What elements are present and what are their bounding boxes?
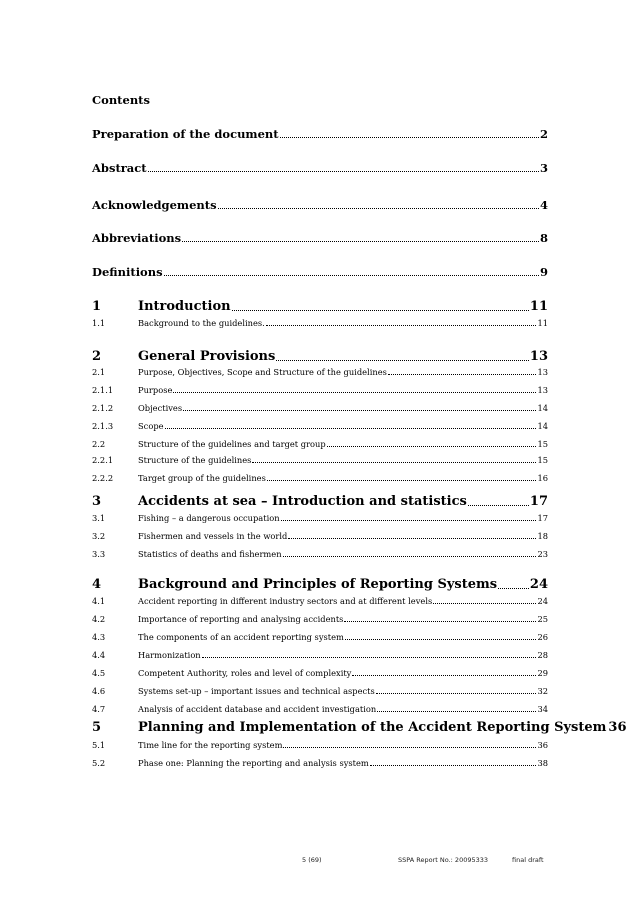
- toc-title: Abstract: [92, 161, 147, 175]
- toc-subsection[interactable]: [92, 513, 548, 523]
- toc-entry-front[interactable]: [92, 127, 548, 141]
- toc-number: 2.2.1: [92, 455, 114, 465]
- toc-page-number: 24: [537, 596, 548, 606]
- dot-leader: [232, 310, 529, 311]
- dot-leader: [183, 410, 536, 411]
- toc-number: 4: [92, 577, 102, 592]
- toc-number: 4.5: [92, 668, 106, 678]
- toc-number: 2.2: [92, 439, 106, 449]
- toc-number: 5: [92, 720, 102, 735]
- dot-leader: [283, 556, 537, 557]
- toc-title: Planning and Implementation of the Accident Reporting System: [138, 720, 607, 735]
- toc-number: 3.2: [92, 531, 106, 541]
- toc-page-number: 13: [537, 367, 548, 377]
- toc-number: 5.1: [92, 740, 106, 750]
- contents-heading: Contents: [92, 93, 150, 107]
- dot-leader: [252, 462, 536, 463]
- toc-title: Statistics of deaths and fishermen: [138, 549, 282, 559]
- toc-subsection[interactable]: [92, 758, 548, 768]
- toc-page-number: 25: [537, 614, 548, 624]
- toc-page-number: 16: [537, 473, 548, 483]
- dot-leader: [266, 325, 537, 326]
- toc-page-number: 3: [539, 161, 548, 175]
- toc-number: 3: [92, 494, 102, 509]
- toc-subsection[interactable]: [92, 318, 548, 328]
- dot-leader: [468, 505, 529, 506]
- footer-status: final draft: [512, 856, 544, 864]
- toc-section-1[interactable]: [92, 299, 548, 314]
- toc-title: Definitions: [92, 265, 163, 279]
- dot-leader: [370, 765, 537, 766]
- toc-number: 1.1: [92, 318, 106, 328]
- toc-section-3[interactable]: [92, 494, 548, 509]
- toc-page-number: 14: [537, 403, 548, 413]
- toc-page-number: 34: [537, 704, 548, 714]
- toc-number: 2.1: [92, 367, 106, 377]
- toc-title: Background and Principles of Reporting Systems: [138, 577, 498, 592]
- toc-page-number: 14: [537, 421, 548, 431]
- toc-subsection[interactable]: [92, 632, 548, 642]
- toc-title: Objectives: [138, 403, 183, 413]
- toc-page-number: 32: [537, 686, 548, 696]
- toc-number: 2.1.2: [92, 403, 114, 413]
- dot-leader: [327, 446, 537, 447]
- toc-subsection[interactable]: [92, 740, 548, 750]
- toc-subsection[interactable]: [92, 403, 548, 413]
- dot-leader: [173, 392, 536, 393]
- toc-number: 2.2.2: [92, 473, 114, 483]
- toc-subsection[interactable]: [92, 385, 548, 395]
- toc-title: Systems set-up – important issues and technical aspects: [138, 686, 375, 696]
- toc-title: Structure of the guidelines and target group: [138, 439, 326, 449]
- toc-number: 5.2: [92, 758, 106, 768]
- toc-title: Structure of the guidelines: [138, 455, 252, 465]
- dot-leader: [164, 275, 539, 276]
- toc-subsection[interactable]: [92, 455, 548, 465]
- toc-title: Analysis of accident database and accident investigation: [138, 704, 377, 714]
- dot-leader: [345, 639, 537, 640]
- toc-section-5[interactable]: [92, 720, 627, 735]
- toc-title: The components of an accident reporting system: [138, 632, 344, 642]
- toc-page-number: 17: [537, 513, 548, 523]
- toc-section-2[interactable]: [92, 349, 548, 364]
- toc-subsection[interactable]: [92, 596, 548, 606]
- toc-subsection[interactable]: [92, 549, 548, 559]
- dot-leader: [148, 171, 539, 172]
- toc-title: Importance of reporting and analysing accidents: [138, 614, 344, 624]
- toc-subsection[interactable]: [92, 439, 548, 449]
- toc-subsection[interactable]: [92, 668, 548, 678]
- toc-title: Target group of the guidelines: [138, 473, 266, 483]
- toc-number: 4.4: [92, 650, 106, 660]
- toc-subsection[interactable]: [92, 531, 548, 541]
- dot-leader: [182, 241, 539, 242]
- toc-page-number: 26: [537, 632, 548, 642]
- toc-title: Accidents at sea – Introduction and statistics: [138, 494, 467, 509]
- toc-title: Preparation of the document: [92, 127, 279, 141]
- dot-leader: [376, 693, 537, 694]
- toc-title: Phase one: Planning the reporting and analysis system: [138, 758, 369, 768]
- dot-leader: [288, 538, 536, 539]
- toc-page-number: 15: [537, 439, 548, 449]
- dot-leader: [388, 374, 537, 375]
- toc-page-number: 28: [537, 650, 548, 660]
- dot-leader: [344, 621, 536, 622]
- dot-leader: [218, 208, 539, 209]
- toc-title: Accident reporting in different industry sectors and at different levels: [138, 596, 433, 606]
- toc-number: 2.1.1: [92, 385, 114, 395]
- toc-subsection[interactable]: [92, 421, 548, 431]
- toc-page-number: 13: [529, 349, 548, 364]
- toc-number: 3.1: [92, 513, 106, 523]
- toc-page-number: 24: [529, 577, 548, 592]
- dot-leader: [165, 428, 537, 429]
- toc-number: 4.7: [92, 704, 106, 714]
- toc-page-number: 11: [537, 318, 548, 328]
- toc-page-number: 29: [537, 668, 548, 678]
- toc-entry-front[interactable]: [92, 265, 548, 279]
- toc-page-number: 13: [537, 385, 548, 395]
- toc-page-number: 8: [539, 231, 548, 245]
- toc-title: Introduction: [138, 299, 231, 314]
- toc-number: 4.2: [92, 614, 106, 624]
- toc-number: 4.1: [92, 596, 106, 606]
- dot-leader: [202, 657, 537, 658]
- toc-page-number: 18: [537, 531, 548, 541]
- toc-section-4[interactable]: [92, 577, 548, 592]
- dot-leader: [498, 588, 529, 589]
- toc-number: 2.1.3: [92, 421, 114, 431]
- toc-number: 2: [92, 349, 102, 364]
- toc-page-number: 4: [539, 198, 548, 212]
- toc-entry-front[interactable]: [92, 161, 548, 175]
- toc-title: Competent Authority, roles and level of complexity: [138, 668, 352, 678]
- toc-title: Acknowledgements: [92, 198, 217, 212]
- dot-leader: [281, 520, 537, 521]
- toc-page-number: 9: [539, 265, 548, 279]
- toc-subsection[interactable]: [92, 686, 548, 696]
- toc-title: Background to the guidelines.: [138, 318, 265, 328]
- dot-leader: [433, 603, 536, 604]
- dot-leader: [377, 711, 536, 712]
- toc-subsection[interactable]: [92, 614, 548, 624]
- dot-leader: [280, 137, 539, 138]
- toc-page-number: 15: [537, 455, 548, 465]
- toc-subsection[interactable]: [92, 704, 548, 714]
- toc-subsection[interactable]: [92, 367, 548, 377]
- toc-page-number: 38: [537, 758, 548, 768]
- toc-number: 4.6: [92, 686, 106, 696]
- toc-title: Harmonization: [138, 650, 201, 660]
- toc-title: Time line for the reporting system: [138, 740, 283, 750]
- dot-leader: [276, 360, 529, 361]
- toc-title: Fishing – a dangerous occupation: [138, 513, 280, 523]
- toc-subsection[interactable]: [92, 473, 548, 483]
- toc-number: 3.3: [92, 549, 106, 559]
- toc-page-number: 23: [537, 549, 548, 559]
- toc-page-number: 36: [608, 720, 627, 735]
- toc-subsection[interactable]: [92, 650, 548, 660]
- toc-title: Scope: [138, 421, 164, 431]
- toc-page-number: 2: [539, 127, 548, 141]
- dot-leader: [283, 747, 536, 748]
- toc-title: General Provisions: [138, 349, 276, 364]
- footer-page-number: 5 (69): [302, 856, 322, 864]
- toc-title: Purpose, Objectives, Scope and Structure of the guidelines: [138, 367, 387, 377]
- dot-leader: [352, 675, 536, 676]
- footer-report-number: SSPA Report No.: 20095333: [398, 856, 489, 864]
- toc-entry-front[interactable]: [92, 198, 548, 212]
- toc-entry-front[interactable]: [92, 231, 548, 245]
- toc-title: Abbreviations: [92, 231, 182, 245]
- toc-title: Purpose: [138, 385, 173, 395]
- dot-leader: [267, 480, 537, 481]
- toc-page-number: 11: [529, 299, 548, 314]
- toc-page-number: 36: [537, 740, 548, 750]
- toc-page-number: 17: [529, 494, 548, 509]
- toc-title: Fishermen and vessels in the world: [138, 531, 288, 541]
- toc-number: 1: [92, 299, 102, 314]
- toc-number: 4.3: [92, 632, 106, 642]
